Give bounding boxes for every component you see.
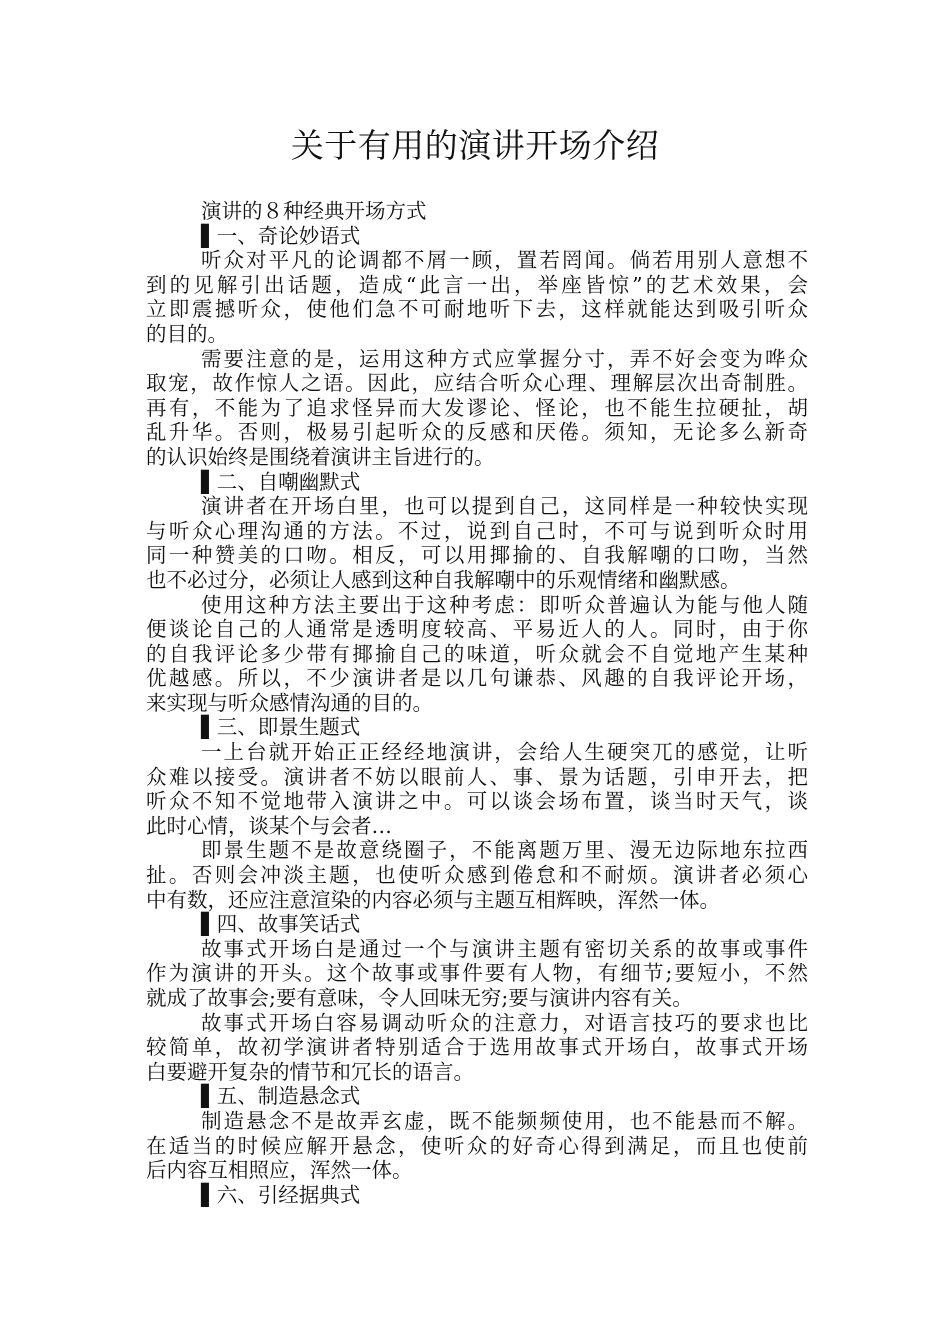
text-line: 演讲者在开场白里，也可以提到自己，这同样是一种较快实现 xyxy=(201,494,808,519)
text-line: 众难以接受。演讲者不妨以眼前人、事、景为话题，引申开去，把 xyxy=(146,764,808,789)
text-line: 取宠，故作惊人之语。因此，应结合听众心理、理解层次出奇制胜。 xyxy=(146,371,808,396)
text-line: 扯。否则会冲淡主题，也使听众感到倦怠和不耐烦。演讲者必须心 xyxy=(146,863,808,888)
document-body xyxy=(146,199,808,1207)
text-line: 一上台就开始正正经经地演讲，会给人生硬突兀的感觉，让听 xyxy=(201,740,808,765)
section-heading: ▌六、引经据典式 xyxy=(201,1182,361,1207)
text-line: 的自我评论多少带有揶揄自己的味道，听众就会不自觉地产生某种 xyxy=(146,641,808,666)
text-line: 此时心情，谈某个与会者… xyxy=(146,813,392,838)
section-heading: ▌五、制造悬念式 xyxy=(201,1084,361,1109)
text-line: 白要避开复杂的情节和冗长的语言。 xyxy=(146,1059,474,1084)
text-line: 演讲的８种经典开场方式 xyxy=(201,199,427,223)
text-line: 同一种赞美的口吻。相反，可以用揶揄的、自我解嘲的口吻，当然 xyxy=(146,543,808,568)
text-line: 中有数，还应注意渲染的内容必须与主题互相辉映，浑然一体。 xyxy=(146,887,720,912)
text-line: 乱升华。否则，极易引起听众的反感和厌倦。须知，无论多么新奇 xyxy=(146,420,808,445)
text-line: 的认识始终是围绕着演讲主旨进行的。 xyxy=(146,444,495,469)
text-line: 后内容互相照应，浑然一体。 xyxy=(146,1158,413,1183)
section-heading: ▌二、自嘲幽默式 xyxy=(201,469,361,494)
text-line: 也不必过分，必须让人感到这种自我解嘲中的乐观情绪和幽默感。 xyxy=(146,567,741,592)
text-line: 与听众心理沟通的方法。不过，说到自己时，不可与说到听众时用 xyxy=(146,518,808,543)
text-line: 故事式开场白容易调动听众的注意力，对语言技巧的要求也比 xyxy=(201,1010,808,1035)
text-line: 来实现与听众感情沟通的目的。 xyxy=(146,690,433,715)
text-line: 作为演讲的开头。这个故事或事件要有人物，有细节;要短小，不然 xyxy=(146,961,808,986)
section-heading: ▌三、即景生题式 xyxy=(201,715,361,740)
text-line: 听众不知不觉地带入演讲之中。可以谈会场布置，谈当时天气，谈 xyxy=(146,789,808,814)
document-title: 关于有用的演讲开场介绍 xyxy=(290,126,660,165)
text-line: 就成了故事会;要有意味，令人回味无穷;要与演讲内容有关。 xyxy=(146,986,693,1010)
text-line: 到的见解引出话题，造成“此言一出，举座皆惊”的艺术效果，会 xyxy=(146,272,808,297)
text-line: 优越感。所以，不少演讲者是以几句谦恭、风趣的自我评论开场， xyxy=(146,666,808,691)
section-heading: ▌四、故事笑话式 xyxy=(201,912,361,937)
text-line: 便谈论自己的人通常是透明度较高、平易近人的人。同时，由于你 xyxy=(146,617,808,642)
text-line: 使用这种方法主要出于这种考虑：即听众普遍认为能与他人随 xyxy=(201,592,808,617)
text-line: 再有，不能为了追求怪异而大发谬论、怪论，也不能生拉硬扯，胡 xyxy=(146,395,808,420)
text-line: 在适当的时候应解开悬念，使听众的好奇心得到满足，而且也使前 xyxy=(146,1133,808,1158)
text-line: 即景生题不是故意绕圈子，不能离题万里、漫无边际地东拉西 xyxy=(201,838,808,863)
section-heading: ▌一、奇论妙语式 xyxy=(201,223,361,248)
text-line: 听众对平凡的论调都不屑一顾，置若罔闻。倘若用别人意想不 xyxy=(201,248,808,273)
text-line: 需要注意的是，运用这种方式应掌握分寸，弄不好会变为哗众 xyxy=(201,346,808,371)
text-line: 的目的。 xyxy=(146,321,228,346)
text-line: 较简单，故初学演讲者特别适合于选用故事式开场白，故事式开场 xyxy=(146,1035,808,1060)
text-line: 立即震撼听众，使他们急不可耐地听下去，这样就能达到吸引听众 xyxy=(146,297,808,322)
text-line: 故事式开场白是通过一个与演讲主题有密切关系的故事或事件 xyxy=(201,936,808,961)
text-line: 制造悬念不是故弄玄虚，既不能频频使用，也不能悬而不解。 xyxy=(201,1108,808,1133)
